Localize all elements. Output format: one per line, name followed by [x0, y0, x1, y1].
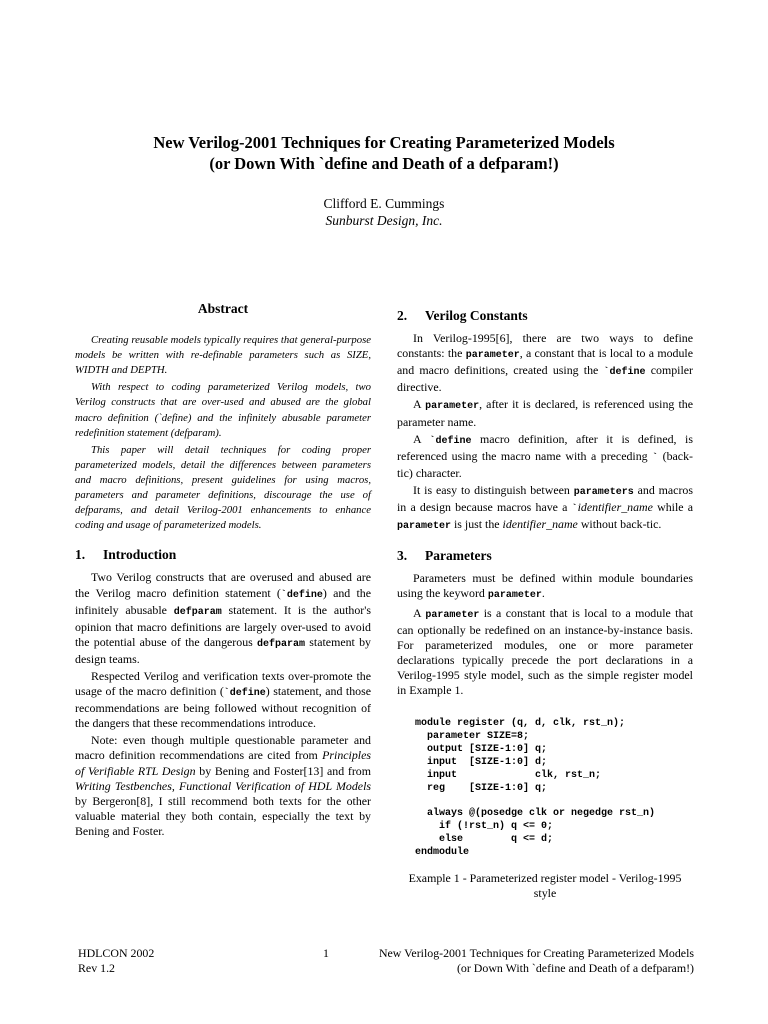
- section-heading: [397, 548, 693, 563]
- left-column: [75, 300, 371, 841]
- text-run: (back-tic) character.: [397, 448, 693, 480]
- code-token: `: [652, 452, 659, 464]
- abstract-paragraph: Creating reusable models typically requires that general-purpose models be written with re-definable parameters such as SIZE, WIDTH and DEPTH.: [75, 334, 371, 377]
- code-line: always @(posedge clk or negedge rst_n): [415, 808, 656, 820]
- book-title: Writing Testbenches, Functional Verification of HDL Models: [75, 778, 371, 793]
- abstract-paragraph: This paper will detail techniques for coding proper parameterized models, detail the differences between parameters and macro definitions, present guidelines for using macros, parameters and parameter definitions, discourage the use of defparams, and detail Verilog-2001 enhancements to enhance coding and usage of parameterized models.: [75, 443, 371, 532]
- section-number: 2.: [397, 308, 408, 323]
- text-run: A: [413, 431, 430, 446]
- text-run: statement by design teams.: [75, 634, 372, 666]
- right-column: [397, 308, 693, 901]
- text-run: is just the: [451, 517, 503, 532]
- body-paragraph: [397, 483, 693, 534]
- text-run: , a constant that is local to a module and macro definitions, created using the: [397, 346, 693, 378]
- code-line: if (!rst_n) q <= 0;: [415, 821, 554, 833]
- code-token: `define: [280, 589, 323, 601]
- body-paragraph: [397, 571, 693, 603]
- footer-revision: Rev 1.2: [78, 961, 115, 976]
- body-paragraph: [397, 397, 693, 429]
- text-run: A: [413, 397, 426, 412]
- footer-conference: HDLCON 2002: [78, 946, 155, 960]
- text-run: .: [541, 586, 545, 601]
- code-line: module register (q, d, clk, rst_n);: [415, 718, 626, 730]
- paper-title: [80, 132, 688, 174]
- author-name: Clifford E. Cummings: [323, 196, 445, 211]
- book-title: Principles of Verifiable RTL Design: [75, 748, 371, 778]
- section-title: Introduction: [103, 547, 177, 563]
- body-paragraph: [397, 432, 693, 481]
- code-line: [415, 795, 693, 808]
- code-line: reg [SIZE-1:0] q;: [415, 782, 548, 794]
- text-run: In Verilog-1995[6], there are two ways to define constants: the: [397, 331, 693, 361]
- text-run: compiler directive.: [397, 363, 693, 395]
- code-line: input clk, rst_n;: [415, 769, 602, 781]
- text-run: Respected Verilog and verification texts over-promote the usage of the macro definition (: [75, 668, 371, 699]
- text-run: by Bergeron[8], I still recommend both texts for the other valuable material they both contain, especially the text by Bening and Foster.: [75, 793, 371, 838]
- abstract-section: [75, 301, 371, 533]
- code-token: defparam: [173, 606, 222, 618]
- section-heading: [75, 547, 371, 562]
- text-run: by Bening and Foster[13] and from: [195, 763, 371, 778]
- code-line: else q <= d;: [415, 834, 554, 846]
- section-number: 3.: [397, 548, 408, 564]
- text-run: macro definition, after it is defined, is referenced using the macro name with a preceding: [397, 431, 693, 463]
- body-paragraph: [75, 669, 371, 731]
- text-run: without back-tic.: [577, 517, 662, 532]
- running-title-line-2: (or Down With `define and Death of a defparam!): [456, 961, 694, 976]
- text-run: Note: even though multiple questionable parameter and macro definition recommendations are cited from: [75, 733, 371, 763]
- title-line-2: (or Down With `define and Death of a defparam!): [209, 154, 559, 173]
- title-line-1: New Verilog-2001 Techniques for Creating Parameterized Models: [153, 133, 615, 152]
- body-paragraph: [75, 733, 371, 839]
- section-verilog-constants: [397, 308, 693, 534]
- section-title: Verilog Constants: [425, 308, 528, 323]
- code-token: parameter: [397, 521, 452, 533]
- section-heading: [397, 308, 693, 323]
- running-title-line-1: New Verilog-2001 Techniques for Creating Parameterized Models: [378, 946, 694, 960]
- section-introduction: [75, 547, 371, 839]
- abstract-paragraph: With respect to coding parameterized Verilog models, two Verilog constructs that are over-used and abused are the global macro definition (`define) and the infinitely abusable parameter redefinition statement (defparam).: [75, 381, 371, 439]
- body-paragraph: [75, 570, 371, 667]
- section-parameters: [397, 548, 693, 901]
- section-title: Parameters: [425, 548, 492, 564]
- author-affiliation: Sunburst Design, Inc.: [325, 213, 443, 228]
- code-line: parameter SIZE=8;: [415, 730, 530, 742]
- code-token: `define: [223, 688, 266, 700]
- code-token: `: [571, 504, 578, 516]
- identifier-term: identifier_name: [502, 517, 578, 532]
- footer-left: [78, 946, 154, 976]
- code-token: parameter: [425, 401, 480, 413]
- code-listing: [415, 718, 693, 860]
- text-run: is a constant that is local to a module that can optionally be redefined on an instance-by-instance basis. For parameterized modules, one or more parameter declarations typically precede the port declarations in a Verilog-1995 style model, such as the simple register model in Example 1.: [397, 605, 694, 697]
- code-token: parameter: [425, 609, 480, 621]
- code-token: `define: [429, 435, 472, 447]
- code-line: output [SIZE-1:0] q;: [415, 743, 548, 755]
- code-token: parameter: [487, 590, 542, 602]
- identifier-term: identifier_name: [577, 500, 653, 515]
- example-caption: Example 1 - Parameterized register model - Verilog-1995 style: [408, 870, 682, 900]
- code-token: parameters: [573, 486, 634, 498]
- text-run: and macros in a design because macros have a: [397, 482, 693, 515]
- text-run: statement. It is the author's opinion that macro definitions are largely over-used to avoid the potential abuse of the dangerous: [75, 602, 371, 649]
- code-token: parameter: [465, 350, 520, 362]
- author-block: [80, 195, 688, 229]
- text-run: Parameters must be defined within module boundaries using the keyword: [397, 571, 693, 601]
- code-token: `define: [603, 367, 646, 379]
- text-run: A: [413, 605, 426, 620]
- text-run: ) statement, and those recommendations are being followed without recognition of the dangers that these recommendations introduce.: [75, 684, 371, 731]
- text-run: while a: [652, 500, 693, 515]
- text-run: It is easy to distinguish between: [413, 482, 574, 497]
- section-number: 1.: [75, 547, 86, 563]
- footer-running-title: [350, 946, 694, 976]
- abstract-heading: Abstract: [197, 301, 249, 316]
- text-run: , after it is declared, is referenced using the parameter name.: [397, 397, 693, 429]
- text-run: ) and the infinitely abusable: [75, 585, 371, 617]
- code-token: defparam: [257, 638, 306, 650]
- page-number: 1: [323, 946, 329, 960]
- text-run: Two Verilog constructs that are overused and abused are the Verilog macro definition statement (: [75, 570, 371, 600]
- body-paragraph: [397, 606, 693, 699]
- code-line: endmodule: [415, 846, 470, 858]
- body-paragraph: [397, 331, 693, 395]
- code-line: input [SIZE-1:0] d;: [415, 756, 548, 768]
